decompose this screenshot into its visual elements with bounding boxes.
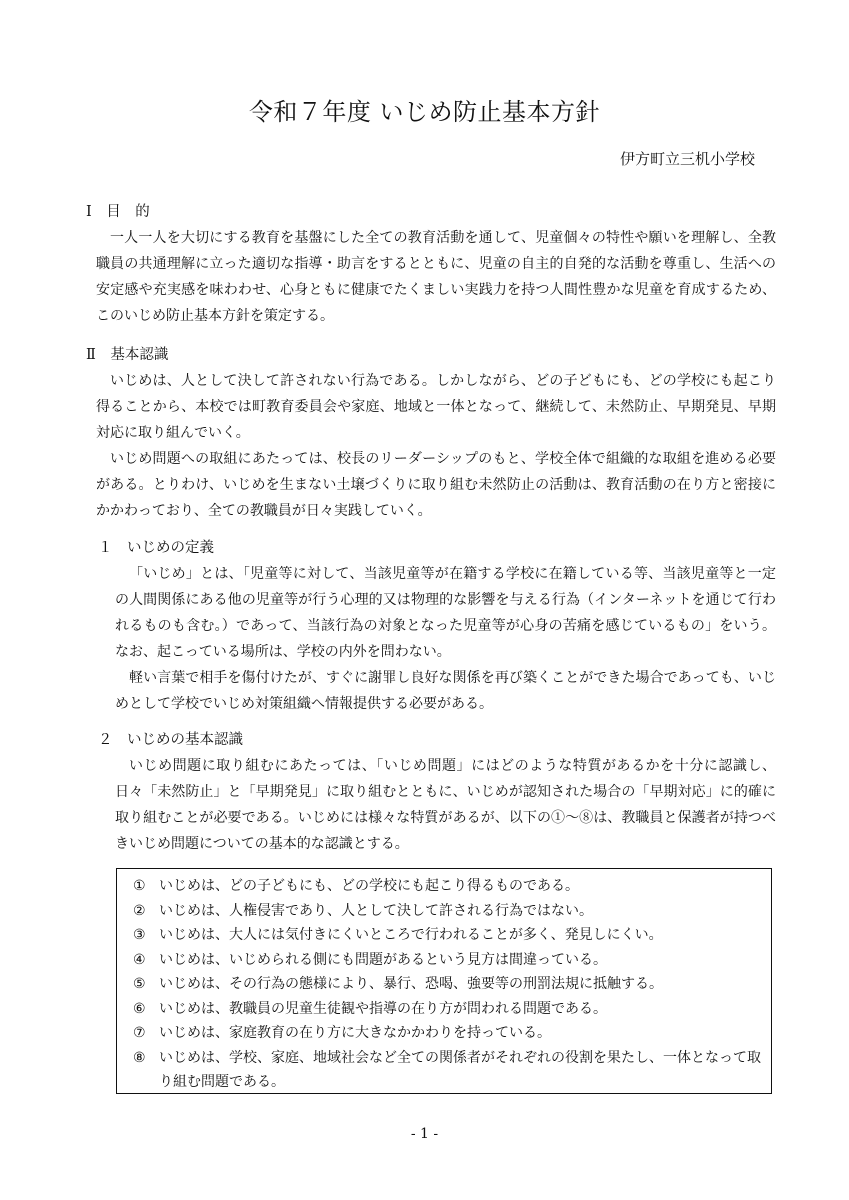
list-item-number: ⑦ [133,1025,146,1041]
list-item-text: いじめは、いじめられる側にも問題があるという見方は間違っている。 [159,951,607,968]
list-item [133,899,761,924]
list-item [133,1046,761,1095]
section-heading: Ⅰ 目 的 [86,204,150,220]
list-item-text: いじめは、教職員の児童生徒観や指導の在り方が問われる問題である。 [159,1000,607,1017]
list-item-text: いじめは、その行為の態様により、暴行、恐喝、強要等の刑罰法規に抵触する。 [159,976,663,992]
list-item-number: ⑧ [133,1049,146,1066]
list-item-number: ④ [133,951,146,968]
list-item [133,972,761,997]
recognition-list-box [116,868,772,1094]
list-item-number: ② [133,902,146,919]
subsection-paragraph: 「いじめ」とは、「児童等に対して、当該児童等が在籍する学校に在籍している等、当該児童等と一定の人間関係にある他の児童等が行う心理的又は物理的な影響を与える行為（インターネットを通じて行われるものも含む。）であって、当該行為の対象となった児童等が心身の苦痛を感じているもの」をいう。なお、起こっている場所は、学校の内外を問わない。 [115,566,776,660]
list-item-text: いじめは、大人には気付きにくいところで行われることが多く、発見しにくい。 [159,927,663,943]
subsection-paragraph: いじめ問題に取り組むにあたっては、「いじめ問題」にはどのような特質があるかを十分に認識し、日々「未然防止」と「早期発見」に取り組むとともに、いじめが認知された場合の「早期対応」に的確に取り組むことが必要である。いじめには様々な特質があるが、以下の①～⑧は、教職員と保護者が持つべきいじめ問題についての基本的な認識とする。 [115,758,776,852]
list-item [133,874,761,899]
list-item-number: ① [133,878,146,894]
list-item-text: いじめは、学校、家庭、地域社会など全ての関係者がそれぞれの役割を果たし、一体となって取り組む問題である。 [159,1049,761,1090]
list-item-text: いじめは、人権侵害であり、人として決して許される行為ではない。 [159,902,593,919]
subsection-definition [98,535,776,717]
school-name: 伊方町立三机小学校 [619,150,755,168]
section-purpose [86,199,776,329]
list-item [133,997,761,1022]
list-item-text: いじめは、家庭教育の在り方に大きなかかわりを持っている。 [159,1025,551,1041]
subsection-heading: １ いじめの定義 [98,540,214,556]
document-title: 令和７年度 いじめ防止基本方針 [248,98,601,126]
section-paragraph: 一人一人を大切にする教育を基盤にした全ての教育活動を通して、児童個々の特性や願いを理解し、全教職員の共通理解に立った適切な指導・助言をするとともに、児童の自主的自発的な活動を尊重し、生活への安定感や充実感を味わわせ、心身ともに健康でたくましい実践力を持つ人間性豊かな児童を育成するため、このいじめ防止基本方針を策定する。 [96,230,776,324]
list-item-text: いじめは、どの子どもにも、どの学校にも起こり得るものである。 [159,878,579,894]
section-paragraph: いじめ問題への取組にあたっては、校長のリーダーシップのもと、学校全体で組織的な取組を進める必要がある。とりわけ、いじめを生まない土壌づくりに取り組む未然防止の活動は、教育活動の在り方と密接にかかわっており、全ての教職員が日々実践していく。 [96,451,776,519]
list-item [133,948,761,973]
subsection-heading: ２ いじめの基本認識 [98,732,243,748]
list-item-number: ③ [133,927,146,943]
list-item [133,1021,761,1046]
list-item-number: ⑥ [133,1000,146,1017]
section-paragraph: いじめは、人として決して許されない行為である。しかしながら、どの子どもにも、どの学校にも起こり得ることから、本校では町教育委員会や家庭、地域と一体となって、継続して、未然防止、早期発見、早期対応に取り組んでいく。 [96,373,776,441]
list-item-number: ⑤ [133,976,146,992]
page-number: - 1 - [410,1126,439,1142]
list-item [133,923,761,948]
subsection-paragraph: 軽い言葉で相手を傷付けたが、すぐに謝罪し良好な関係を再び築くことができた場合であっても、いじめとして学校でいじめ対策組織へ情報提供する必要がある。 [115,670,776,712]
section-basic-recognition [86,342,776,524]
section-heading: Ⅱ 基本認識 [86,347,169,363]
subsection-basic-recognition [98,727,776,857]
